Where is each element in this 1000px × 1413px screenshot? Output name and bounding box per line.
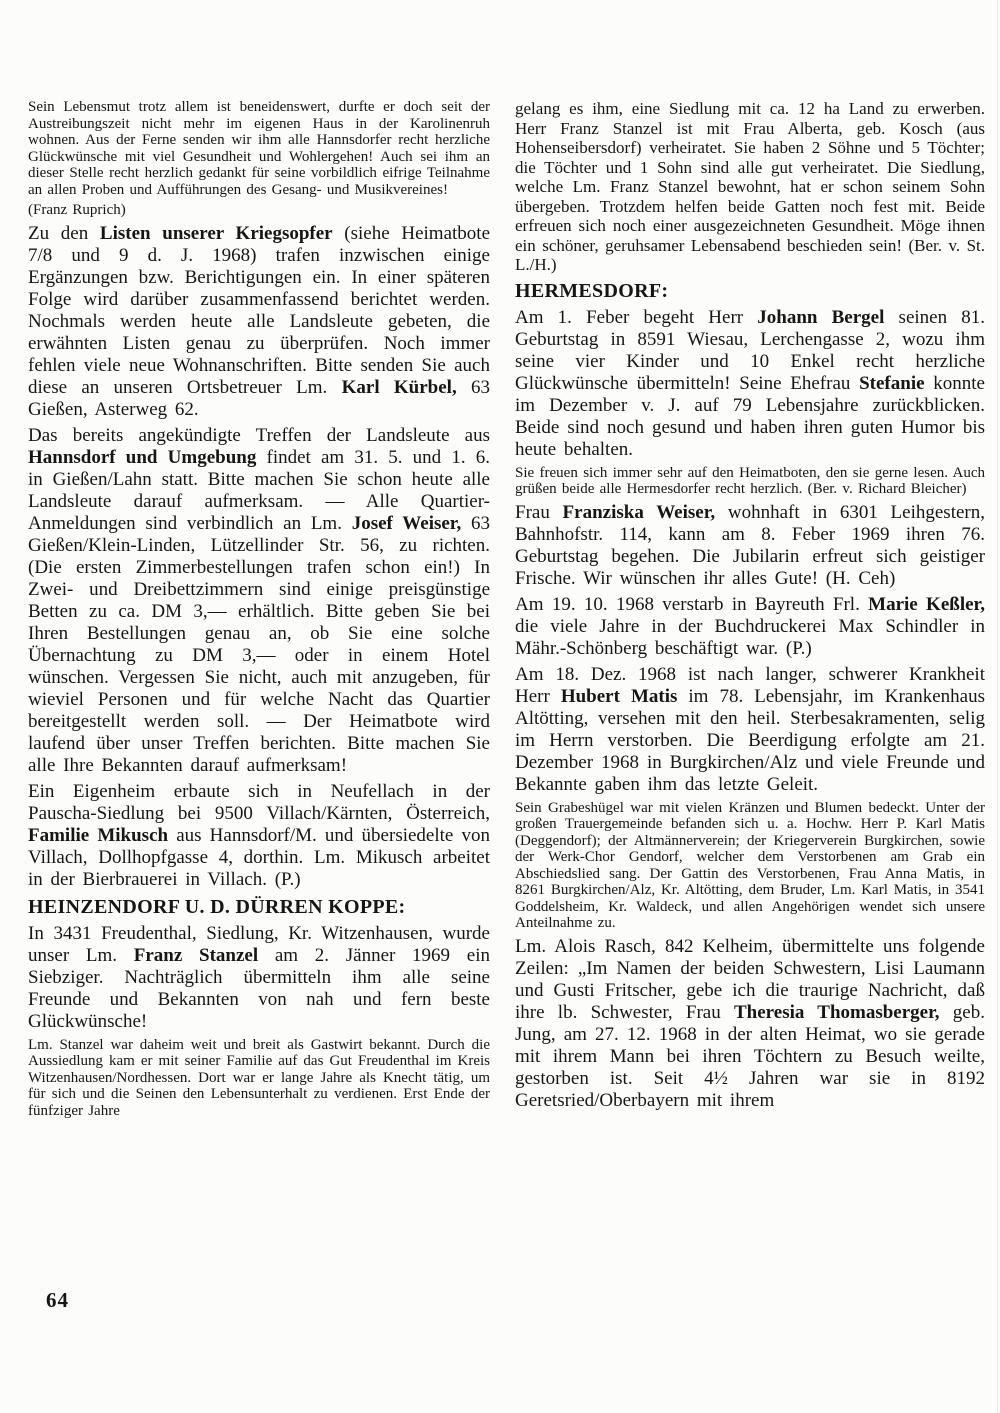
text-run: Sein Grabeshügel war mit vielen Kränzen und Blumen bedeckt. Unter der großen Trauergemeinde befanden sich u. a. Hochw. Herr P. Karl Matis (Deggendorf); der Altmännerverein; der Kriegerverein Burgkirchen, sowie der Werk-Chor Gendorf, welcher dem Verstorbenen am Grab ein Abschiedslied sang. Der Gattin des Verstorbenen, Frau Anna Matis, in 8261 Burgkirchen/Alz, Kr. Altötting, dem Bruder, Lm. Karl Matis, in 3541 Goddelsheim, Kr. Waldeck, und allen Angehörigen wendet sich unsere Anteilnahme zu. — [515, 799, 985, 931]
lebensmut-paragraph — [28, 99, 490, 198]
text-run: geb. Jung, am 27. 12. 1968 in der alten Heimat, wo sie gerade mit ihrem Mann bei ihren Töchtern zu Besuch weilte, gestorben ist. Seit 4½ Jahren war sie in 8192 Geretsried/Oberbayern mit ihrem — [515, 1001, 985, 1111]
bold-text-run: Josef Weiser, — [351, 512, 462, 534]
text-run: konnte im Dezember v. J. auf 79 Lebensjahre zurückblicken. Beide sind noch gesund und haben ihren guten Humor bis heute behalten. — [515, 372, 985, 460]
text-run: findet am 31. 5. und 1. 6. in Gießen/Lahn statt. Bitte machen Sie schon heute alle Landsleute darauf aufmerksam. — Alle Quartier-Anmeldungen sind verbindlich an Lm. — [28, 446, 490, 534]
bold-text-run: Karl Kürbel, — [341, 376, 457, 398]
stanzel-birthday-paragraph — [28, 923, 490, 1033]
text-run: gelang es ihm, eine Siedlung mit ca. 12 ha Land zu erwerben. Herr Franz Stanzel ist mit Frau Alberta, geb. Kosch (aus Hohenseibersdorf) verheiratet. Sie haben 2 Söhne und 5 Töchter; die Töchter und 1 Sohn sind alle gut verheiratet. Die Siedlung, welche Lm. Franz Stanzel bewohnt, hat er schon seinem Sohn übergeben. Trotzdem helfen beide Gatten noch fest mit. Beide erfreuen sich noch einer ausgezeichneten Gesundheit. Möge ihnen ein schöner, geruhsamer Lebensabend beschieden sein! (Ber. v. St. L./H.) — [515, 99, 985, 274]
text-run: HERMESDORF: — [515, 279, 669, 302]
heading-hermesdorf — [515, 279, 985, 303]
page-content — [28, 99, 985, 1119]
text-run: Lm. Stanzel war daheim weit und breit als Gastwirt bekannt. Durch die Aussiedlung kam er mit seiner Familie auf das Gut Freudenthal im Kreis Witzenhausen/Nordhessen. Dort war er lange Jahre als Knecht tätig, um für sich und die Seinen den Lebensunterhalt zu verdienen. Erst Ende der fünfziger Jahre — [28, 1036, 490, 1119]
kessler-obituary-paragraph — [515, 594, 985, 660]
text-run: seinen 81. Geburtstag in 8591 Wiesau, Lerchengasse 2, wozu ihm seine vier Kinder und 10 Enkel recht herzliche Glückwünsche übermitteln! Seine Ehefrau — [515, 306, 985, 394]
bold-text-run: Marie Keßler, — [868, 593, 985, 615]
bold-text-run: Franziska Weiser, — [562, 501, 716, 523]
text-run: Frau — [515, 501, 563, 523]
bold-text-run: Theresia Thomasberger, — [734, 1001, 940, 1023]
page-number: 64 — [46, 1288, 69, 1312]
text-run: Das bereits angekündigte Treffen der Landsleute aus — [28, 424, 490, 446]
text-run: Am 18. Dez. 1968 ist nach langer, schwerer Krankheit Herr — [515, 663, 985, 707]
matis-funeral-note-petit — [515, 800, 985, 932]
left-column — [28, 99, 490, 1119]
text-run: 63 Gießen/Klein-Linden, Lützellinder Str. 56, zu richten. (Die ersten Zimmerbestellungen trafen schon ein!) In Zwei- und Dreibettzimmern sind einige preisgünstige Betten zu ca. DM 3,— erhältlich. Bitte geben Sie bei Ihren Bestellungen genau an, ob Sie eine solche Übernachtung zu DM 3,— oder in einem Hotel wünschen. Vergessen Sie nicht, auch mit anzugeben, für wieviel Personen und für welche Nacht das Quartier bereitgestellt werden soll. — Der Heimatbote wird laufend über unser Treffen berichten. Bitte machen Sie alle Ihre Bekannten darauf aufmerksam! — [28, 512, 491, 776]
text-run: Am 19. 10. 1968 verstarb in Bayreuth Frl. — [515, 593, 869, 615]
text-run: HEINZENDORF U. D. DÜRREN KOPPE: — [28, 895, 406, 918]
thomasberger-obituary-paragraph — [515, 936, 985, 1112]
text-run: wohnhaft in 6301 Leihgestern, Bahnhofstr. 114, kann am 8. Feber 1969 ihren 76. Geburtstag begehen. Die Jubilarin erfreut sich geistiger Frische. Wir wünschen ihr alles Gute! (H. Ceh) — [515, 501, 985, 589]
bold-text-run: Hubert Matis — [560, 685, 678, 707]
text-run: (siehe Heimatbote 7/8 und 9 d. J. 1968) trafen inzwischen einige Ergänzungen bzw. Berichtigungen ein. In einer späteren Folge wird darüber zusammenfassend berichtet werden. Nochmals werden heute alle Landsleute gebeten, die erwähnten Listen genau zu überprüfen. Noch immer fehlen viele neue Wohnanschriften. Bitte senden Sie auch diese an unseren Ortsbetreuer Lm. — [28, 222, 490, 398]
text-run: am 2. Jänner 1969 ein Siebziger. Nachträglich übermitteln ihm alle seine Freunde und Bekannten von nah und fern beste Glückwünsche! — [28, 944, 490, 1032]
text-run: Lm. Alois Rasch, 842 Kelheim, übermittelte uns folgende Zeilen: „Im Namen der beiden Schwestern, Lisi Laumann und Gusti Fritscher, gebe ich die traurige Nachricht, daß ihre lb. Schwester, Frau — [515, 935, 985, 1023]
text-run: Am 1. Feber begeht Herr — [515, 306, 758, 328]
bold-text-run: Familie Mikusch — [28, 824, 169, 846]
scan-edge-line — [997, 0, 998, 1413]
text-run: aus Hannsdorf/M. und übersiedelte von Villach, Dollhopfgasse 4, dorthin. Lm. Mikusch arbeitet in der Bierbrauerei in Villach. (P.) — [28, 824, 490, 890]
bold-text-run: Hannsdorf und Umgebung — [28, 446, 257, 468]
text-run: Sein Lebensmut trotz allem ist beneidenswert, durfte er doch seit der Austreibungszeit nicht mehr im eigenen Haus in der Karolinenruh wohnen. Aus der Ferne senden wir ihm alle Hannsdorfer recht herzliche Glückwünsche mit viel Gesundheit und Wohlergehen! Auch sei ihm an dieser Stelle recht herzlich gedankt für seine vorbildlich eifrige Teilnahme an allen Proben und Aufführungen des Gesang- und Musikvereines! — [28, 99, 490, 198]
text-run: (Franz Ruprich) — [28, 202, 126, 218]
bergel-birthday-paragraph — [515, 307, 985, 461]
bold-text-run: Listen unserer Kriegsopfer — [99, 222, 333, 244]
bold-text-run: Stefanie — [859, 372, 925, 394]
ruprich-attribution — [28, 202, 490, 219]
text-run: Zu den — [28, 222, 100, 244]
right-column — [515, 99, 985, 1119]
heading-heinzendorf — [28, 895, 490, 919]
text-run: Sie freuen sich immer sehr auf den Heimatboten, den sie gerne lesen. Auch grüßen beide alle Hermesdorfer recht herzlich. (Ber. v. Richard Bleicher) — [515, 464, 985, 497]
text-run: 63 Gießen, Asterweg 62. — [28, 376, 490, 420]
matis-obituary-paragraph — [515, 664, 985, 796]
stanzel-siedlung-paragraph — [515, 99, 985, 275]
kriegsopfer-listen-paragraph — [28, 223, 490, 421]
bold-text-run: Johann Bergel — [757, 306, 885, 328]
text-run: im 78. Lebensjahr, im Krankenhaus Altötting, versehen mit den heil. Sterbesakramenten, selig im Herrn verstorben. Die Beerdigung erfolgte am 21. Dezember 1968 in Burgkirchen/Alz und viele Freunde und Bekannte gaben ihm das letzte Geleit. — [515, 685, 985, 795]
weiser-birthday-paragraph — [515, 502, 985, 590]
hermesdorf-note-petit — [515, 465, 985, 498]
treffen-hannsdorf-paragraph — [28, 425, 490, 777]
bold-text-run: Franz Stanzel — [133, 944, 259, 966]
stanzel-note-petit — [28, 1037, 490, 1120]
text-run: die viele Jahre in der Buchdruckerei Max Schindler in Mähr.-Schönberg beschäftigt war. (P.) — [515, 615, 985, 659]
eigenheim-mikusch-paragraph — [28, 781, 490, 891]
text-run: In 3431 Freudenthal, Siedlung, Kr. Witzenhausen, wurde unser Lm. — [28, 922, 490, 966]
text-run: Ein Eigenheim erbaute sich in Neufellach in der Pauscha-Siedlung bei 9500 Villach/Kärnten, Österreich, — [28, 780, 490, 824]
